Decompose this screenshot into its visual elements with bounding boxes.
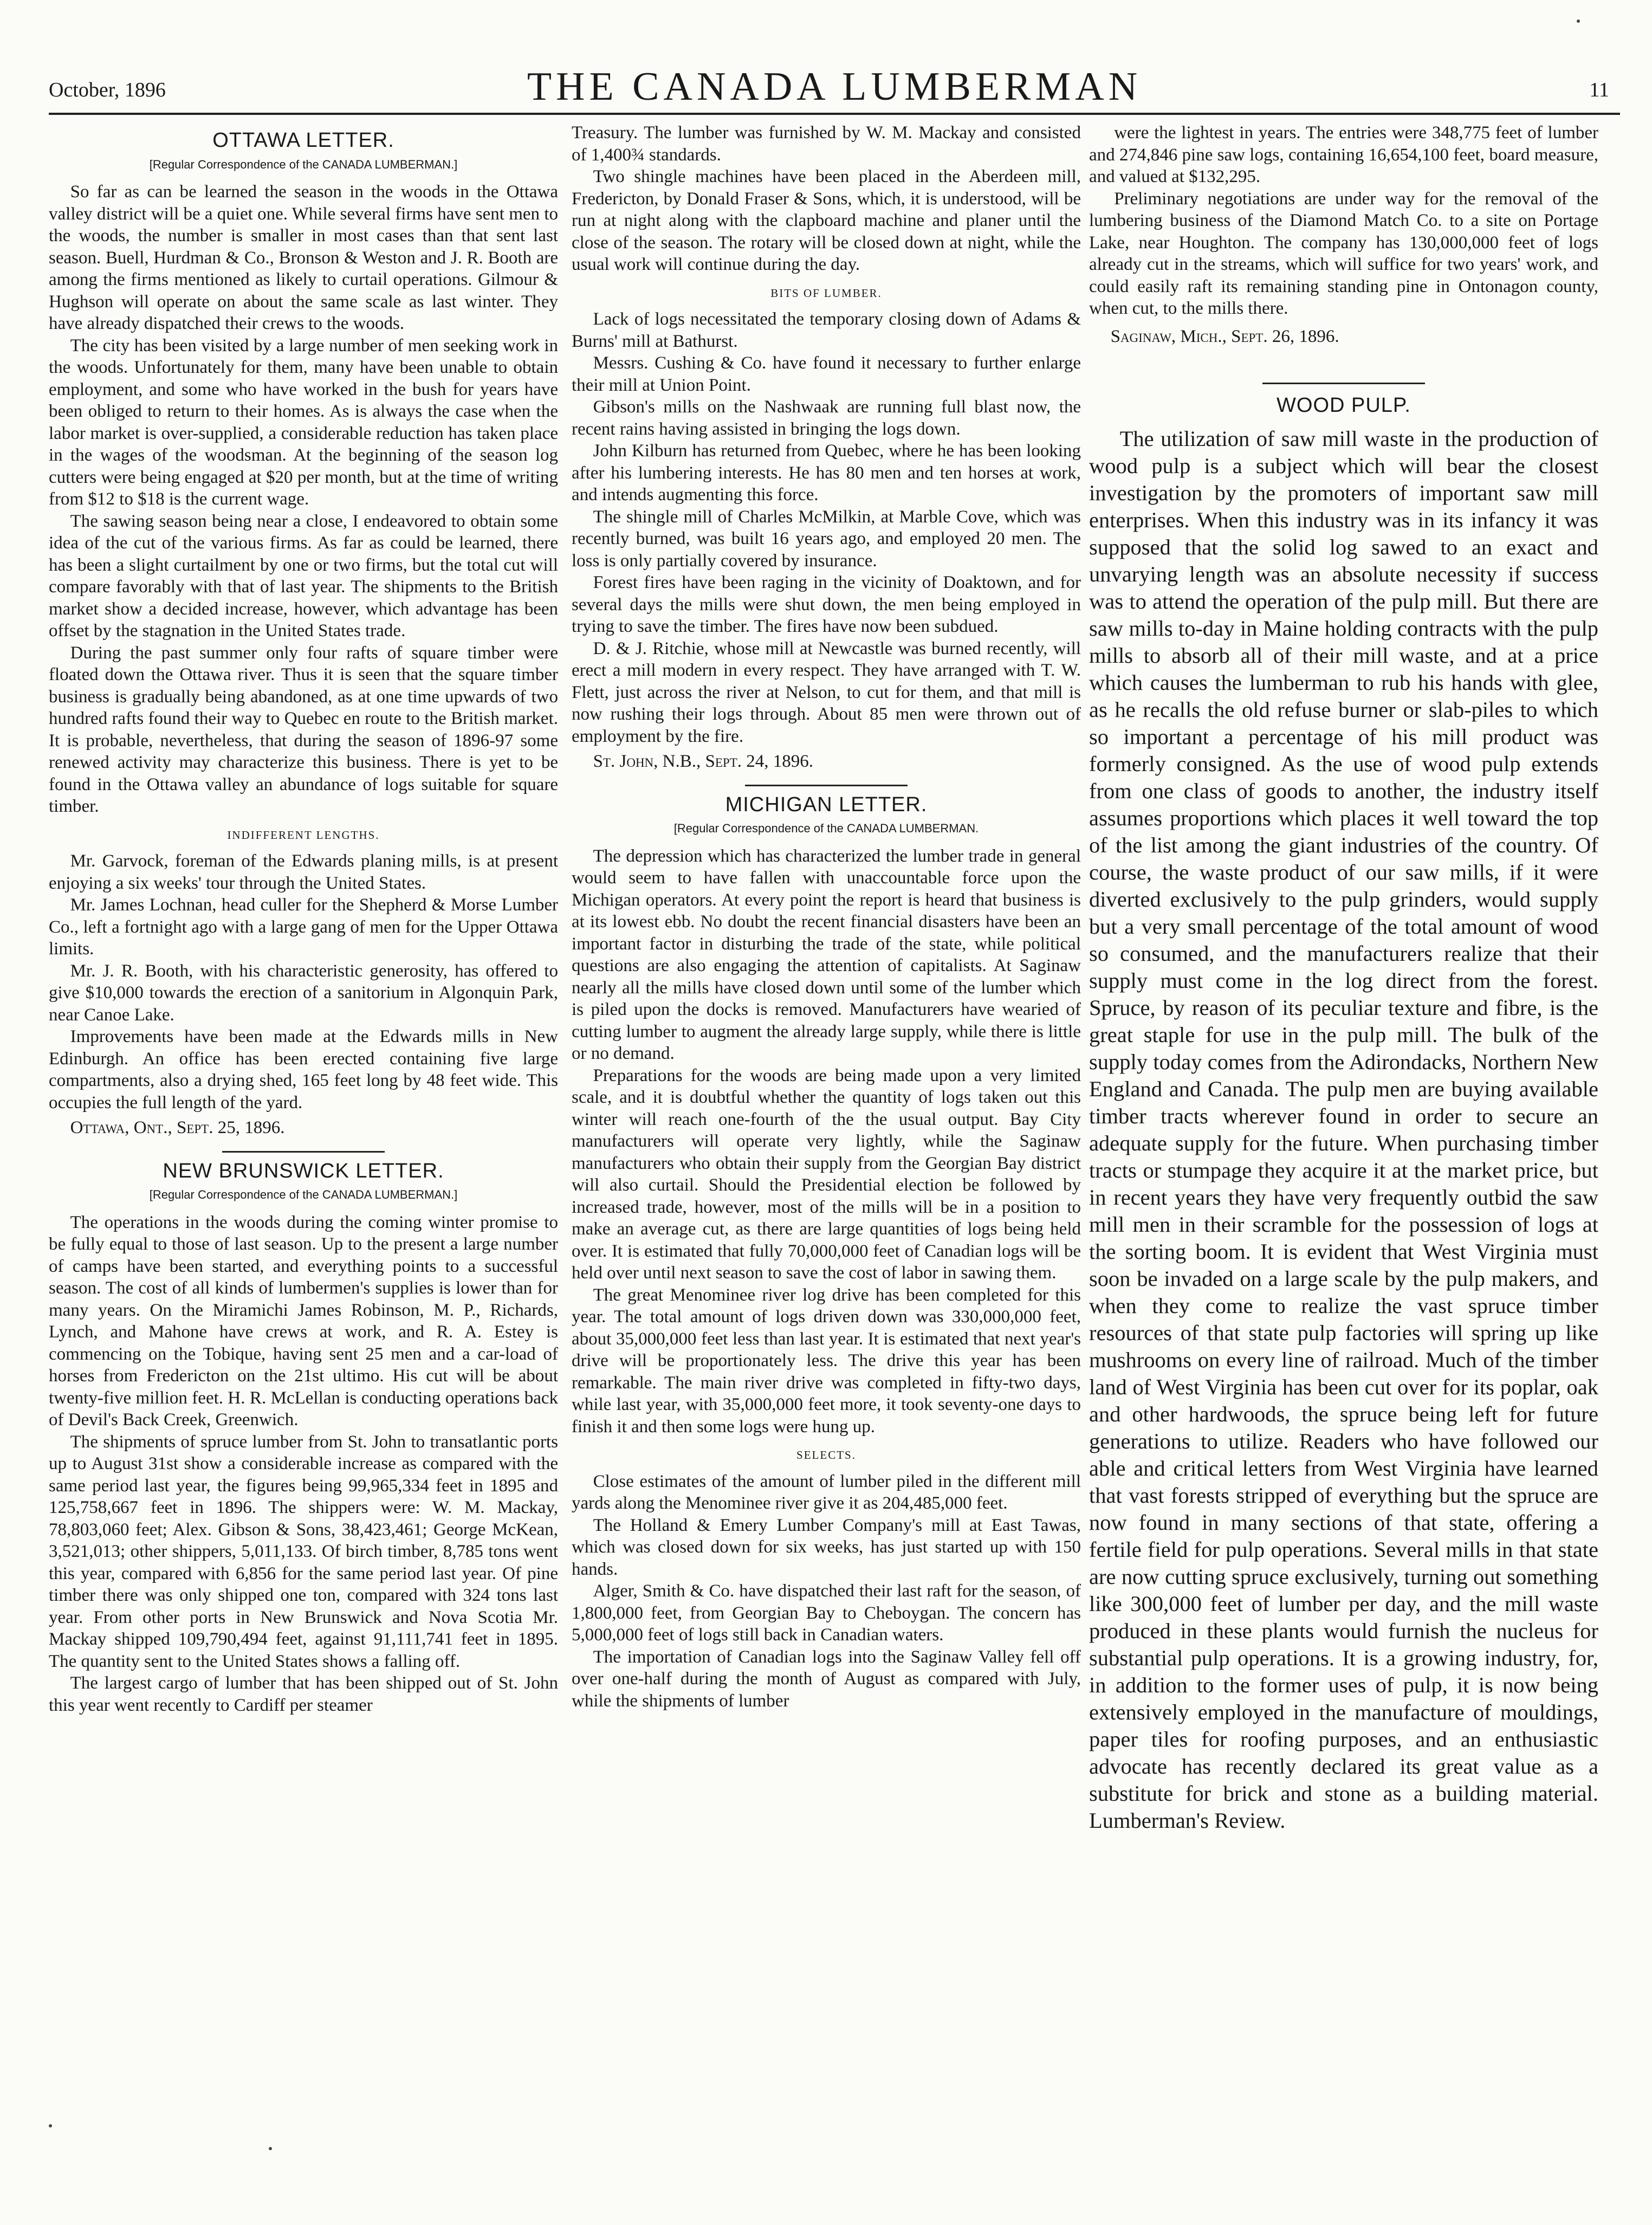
ottawa-letter-title: OTTAWA LETTER.: [212, 129, 394, 152]
ottawa-paragraph: The sawing season being near a close, I endeavored to obtain some idea of the cut of the various firms. As far as could be learned, there has been a slight curtailment by one or two firms, but the total cut will compare favorably with that of last year. The shipments to the British market show a decided increase, however, which advantage has been offset by the stagnation in the United States trade.: [49, 511, 558, 641]
news-item: The importation of Canadian logs into the Saginaw Valley fell off over one-half during the month of August as compared with July, while the shipments of lumber: [572, 1647, 1081, 1711]
news-item: Close estimates of the amount of lumber piled in the different mill yards along the Menominee river give it as 204,485,000 feet.: [572, 1471, 1081, 1513]
selects-subhead: SELECTS.: [796, 1448, 856, 1461]
column-1: [49, 122, 558, 2208]
ottawa-correspondence-note: [Regular Correspondence of the CANADA LUMBERMAN.]: [149, 157, 458, 171]
masthead: [49, 64, 1620, 109]
nb-correspondence-note: [Regular Correspondence of the CANADA LUMBERMAN.]: [149, 1188, 458, 1201]
nb-paragraph: The operations in the woods during the coming winter promise to be fully equal to those of last season. Up to the present a large number of camps have been started, and everything points to a successful season. The cost of all kinds of lumbermen's supplies is lower than for many years. On the Miramichi James Robinson, M. P., Richards, Lynch, and Mahone have crews at work, and R. A. Estey is commencing on the Tobique, having sent 25 men and a car-load of horses from Fredericton on the 21st ultimo. His cut will be about twenty-five million feet. H. R. McLellan is conducting operations back of Devil's Back Creek, Greenwich.: [49, 1212, 558, 1430]
news-item: Forest fires have been raging in the vicinity of Doaktown, and for several days the mills were shut down, the men being employed in trying to save the timber. The fires have now been subdued.: [572, 573, 1081, 636]
column-2: [572, 122, 1081, 2208]
newspaper-title: THE CANADA LUMBERMAN: [527, 64, 1142, 109]
wood-pulp-article: The utilization of saw mill waste in the production of wood pulp is a subject which will bear the closest investigation by the promoters of important saw mill enterprises. When this industry was in its infancy it was supposed that the solid log sawed to an exact and unvarying length was an absolute necessity if success was to attend the operation of the pulp mill. But there are saw mills to-day in Maine holding contracts with the pulp mills to absorb all of their mill waste, and at a price which causes the lumberman to rub his hands with glee, as he recalls the old refuse burner or slab-piles to which so important a percentage of his mill product was formerly consigned. As the use of wood pulp extends from one class of goods to another, the industry itself assumes proportions which places it well toward the top of the list among the giant industries of the country. Of course, the waste product of our saw mills, if it were diverted exclusively to the pulp grinders, would supply but a very small percentage of the total amount of wood so consumed, and the manufacturers realize that their supply must come in the log direct from the forest. Spruce, by reason of its peculiar texture and fibre, is the great staple for use in the pulp mill. The bulk of the supply today comes from the Adirondacks, Northern New England and Canada. The pulp men are buying available timber tracts wherever found in order to secure an adequate supply for the future. When purchasing timber tracts or stumpage they acquire it at the market price, but in recent years they have very frequently outbid the saw mill men in their scramble for the possession of logs at the sorting boom. It is evident that West Virginia must soon be invaded on a large scale by the pulp makers, and when they come to realize the vast spruce timber resources of that state pulp factories will spring up like mushrooms on every line of railroad. Much of the timber land of West Virginia has been cut over for its poplar, oak and other hardwoods, the spruce being left for future generations to utilize. Readers who have followed our able and critical letters from West Virginia have learned that vast forests stripped of everything but the spruce are now found in many sections of that state, offering a fertile field for pulp operations. Several mills in that state are now cutting spruce exclusively, turning out something like 300,000 feet of lumber per day, and the mill waste produced in these plants would furnish the nucleus for substantial pulp operations. It is a growing industry, for, in addition to the former uses of pulp, it is now being extensively employed in the manufacture of mouldings, paper tiles for roofing purposes, and an enthusiastic advocate has recently declared its great value as a substitute for brick and stone as a building material. Lumberman's Review.: [1089, 426, 1598, 1833]
nb-dateline: St. John, N.B., Sept. 24, 1896.: [593, 752, 814, 771]
news-item: Messrs. Cushing & Co. have found it necessary to further enlarge their mill at Union Point.: [572, 353, 1081, 395]
nb-paragraph: Two shingle machines have been placed in the Aberdeen mill, Fredericton, by Donald Fraser & Sons, which, it is understood, will be run at night along with the clapboard machine and planer until the close of the season. The rotary will be closed down at night, while the usual work will continue during the day.: [572, 167, 1081, 274]
news-item: Improvements have been made at the Edwards mills in New Edinburgh. An office has been erected containing five large compartments, also a drying shed, 165 feet long by 48 feet wide. This occupies the full length of the yard.: [49, 1027, 558, 1112]
ottawa-paragraph: The city has been visited by a large number of men seeking work in the woods. Unfortunately for them, many have been unable to obtain employment, and some who have worked in the bush for years have been obliged to return to their homes. As is always the case when the labor market is over-supplied, a considerable reduction has taken place in the wages of the woodsman. At the beginning of the season log cutters were being engaged at $20 per month, but at the time of writing from $12 to $18 is the current wage.: [49, 335, 558, 509]
continued-paragraph: were the lightest in years. The entries were 348,775 feet of lumber and 274,846 pine saw logs, containing 16,654,100 feet, board measure, and valued at $132,295.: [1089, 123, 1598, 186]
print-speck: [269, 2147, 272, 2150]
michigan-paragraph: The depression which has characterized the lumber trade in general would seem to have fallen with unaccountable force upon the Michigan operators. At every point the report is heard that business is at its lowest ebb. No doubt the recent financial disasters have been an important factor in disturbing the trade of the state, while political questions are also engaging the attention of capitalists. At Saginaw nearly all the mills have closed down until some of the lumber which is piled upon the docks is removed. Manufacturers have wearied of cutting lumber to augment the already large supply, while there is little or no demand.: [572, 846, 1081, 1063]
ottawa-paragraph: So far as can be learned the season in the woods in the Ottawa valley district will be a quiet one. While several firms have sent men to the woods, the number is smaller in most cases than that sent last season. Buell, Hurdman & Co., Bronson & Weston and J. R. Booth are among the firms mentioned as likely to curtail operations. Gilmour & Hughson will operate on about the same scale as last winter. They have already dispatched their crews to the woods.: [49, 182, 558, 333]
ottawa-dateline: Ottawa, Ont., Sept. 25, 1896.: [70, 1118, 285, 1137]
masthead-rule: [49, 113, 1620, 115]
news-item: D. & J. Ritchie, whose mill at Newcastle was burned recently, will erect a mill modern in every respect. They have arranged with T. W. Flett, just across the river at Nelson, to cut for them, and that mill is now rushing their logs through. About 85 men were thrown out of employment by the fire.: [572, 638, 1081, 746]
new-brunswick-letter-title: NEW BRUNSWICK LETTER.: [163, 1159, 444, 1182]
news-item: Mr. James Lochnan, head culler for the Shepherd & Morse Lumber Co., left a fortnight ago with a large gang of men for the Upper Ottawa limits.: [49, 895, 558, 959]
print-speck: [49, 2124, 52, 2127]
michigan-correspondence-note: [Regular Correspondence of the CANADA LUMBERMAN.: [673, 822, 979, 835]
news-item: Gibson's mills on the Nashwaak are running full blast now, the recent rains having assisted in bringing the logs down.: [572, 397, 1081, 439]
wood-pulp-title: WOOD PULP.: [1277, 393, 1411, 417]
continued-paragraph: Treasury. The lumber was furnished by W. M. Mackay and consisted of 1,400¾ standards.: [572, 123, 1081, 165]
issue-date: October, 1896: [49, 79, 166, 101]
nb-paragraph: The shipments of spruce lumber from St. John to transatlantic ports up to August 31st show a considerable increase as compared with the same period last year, the figures being 99,965,334 feet in 1895 and 125,758,667 feet in 1896. The shippers were: W. M. Mackay, 78,803,060 feet; Alex. Gibson & Sons, 38,423,461; George McKean, 3,521,013; other shippers, 5,011,133. Of birch timber, 8,785 tons went this year, compared with 6,856 for the same period last year. Of pine timber there was only shipped one ton, compared with 324 tons last year. From other ports in New Brunswick and Nova Scotia Mr. Mackay shipped 109,790,494 feet, against 91,111,741 feet in 1895. The quantity sent to the United States shows a falling off.: [49, 1432, 558, 1671]
saginaw-dateline: Saginaw, Mich., Sept. 26, 1896.: [1110, 326, 1339, 346]
michigan-paragraph: The great Menominee river log drive has been completed for this year. The total amount of logs driven down was 330,000,000 feet, about 35,000,000 feet less than last year. It is estimated that next year's drive will be proportionately less. The drive this year has been remarkable. The main river drive was completed in fifty-two days, while last year, with 35,000,000 feet more, it took seventy-one days to finish it and then some logs were hung up.: [572, 1285, 1081, 1437]
column-3: [1089, 122, 1598, 2208]
page-number: 11: [1589, 79, 1609, 101]
news-item: The shingle mill of Charles McMilkin, at Marble Cove, which was recently burned, was built 16 years ago, and employed 20 men. The loss is only partially covered by insurance.: [572, 507, 1081, 571]
print-speck: [1577, 20, 1580, 23]
news-item: Mr. Garvock, foreman of the Edwards planing mills, is at present enjoying a six weeks' tour through the United States.: [49, 851, 558, 893]
bits-of-lumber-subhead: BITS OF LUMBER.: [770, 286, 882, 300]
section-rule: [1262, 383, 1425, 384]
michigan-paragraph: Preliminary negotiations are under way for the removal of the lumbering business of the Diamond Match Co. to a site on Portage Lake, near Houghton. The company has 130,000,000 feet of logs already cut in the streams, which will suffice for two years' work, and could easily raft its remaining standing pine in Ontonagon county, when cut, to the mills there.: [1089, 189, 1598, 318]
news-item: Mr. J. R. Booth, with his characteristic generosity, has offered to give $10,000 towards the erection of a sanitorium in Algonquin Park, near Canoe Lake.: [49, 961, 558, 1025]
section-rule: [745, 785, 908, 786]
section-rule: [222, 1151, 385, 1153]
indifferent-lengths-subhead: INDIFFERENT LENGTHS.: [227, 828, 380, 842]
news-item: Alger, Smith & Co. have dispatched their last raft for the season, of 1,800,000 feet, from Georgian Bay to Cheboygan. The concern has 5,000,000 feet of logs still back in Canadian waters.: [572, 1581, 1081, 1645]
news-item: Lack of logs necessitated the temporary closing down of Adams & Burns' mill at Bathurst.: [572, 309, 1081, 351]
news-item: John Kilburn has returned from Quebec, where he has been looking after his lumbering interests. He has 80 men and ten horses at work, and intends augmenting this force.: [572, 441, 1081, 504]
michigan-letter-title: MICHIGAN LETTER.: [725, 793, 928, 816]
news-item: The Holland & Emery Lumber Company's mill at East Tawas, which was closed down for six weeks, has just started up with 150 hands.: [572, 1515, 1081, 1579]
nb-paragraph: The largest cargo of lumber that has been shipped out of St. John this year went recently to Cardiff per steamer: [49, 1673, 558, 1715]
michigan-paragraph: Preparations for the woods are being made upon a very limited scale, and it is doubtful whether the quantity of logs taken out this winter will reach one-fourth of the the usual output. Bay City manufacturers will operate very lightly, while the Saginaw manufacturers who obtain their supply from the Georgian Bay district will also curtail. Should the Presidential election be followed by increased trade, however, most of the mills will be in a position to make an average cut, as there are large quantities of logs being held over. It is estimated that fully 70,000,000 feet of Canadian logs will be held over until next season to save the cost of labor in sawing them.: [572, 1065, 1081, 1283]
ottawa-paragraph: During the past summer only four rafts of square timber were floated down the Ottawa river. Thus it is seen that the square timber business is gradually being abandoned, as at one time upwards of two hundred rafts found their way to Quebec en route to the British market. It is probable, nevertheless, that during the season of 1896-97 some renewed activity may characterize this business. There is yet to be found in the Ottawa valley an abundance of logs suitable for square timber.: [49, 643, 558, 816]
